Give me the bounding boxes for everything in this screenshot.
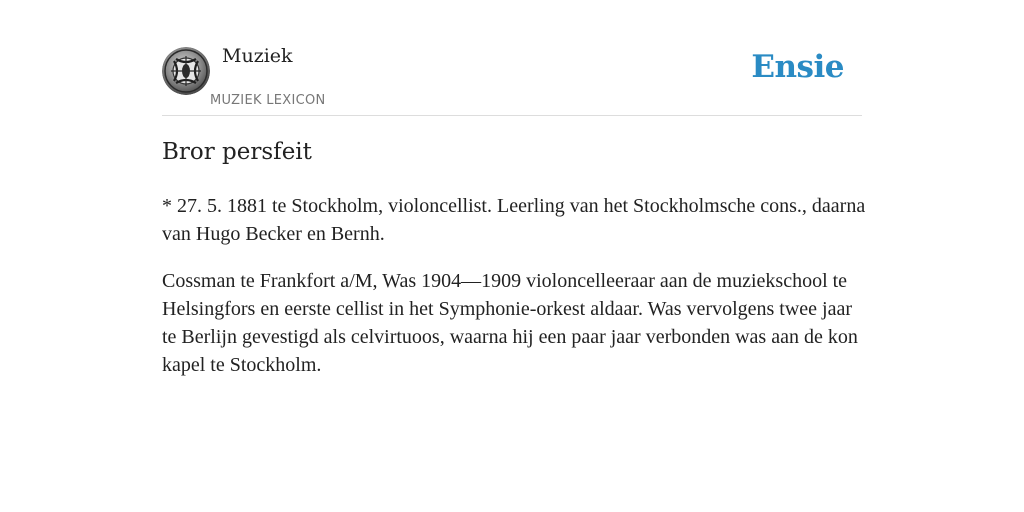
site-subtitle: MUZIEK LEXICON (210, 93, 326, 108)
brand-logo-link[interactable]: Ensie (751, 49, 844, 85)
entry-body (162, 192, 866, 398)
entry-paragraph: * 27. 5. 1881 te Stockholm, violoncellist. Leerling van het Stockholmsche cons., daarna van Hugo Becker en Bernh. (162, 195, 866, 245)
entry-title: Bror persfeit (162, 139, 312, 165)
header (162, 0, 862, 116)
site-name-link[interactable]: Muziek (222, 45, 293, 67)
entry-paragraph: Cossman te Frankfort a/M, Was 1904—1909 violoncelleeraar aan de muziekschool te Helsingfors en eerste cellist in het Symphonie-orkest aldaar. Was vervolgens twee jaar te Berlijn gevestigd als celvirtuoos, waarna hij een paar jaar verbonden was aan de kon kapel te Stockholm. (162, 270, 858, 376)
music-emblem-icon[interactable] (162, 47, 210, 95)
page-container (162, 0, 866, 376)
